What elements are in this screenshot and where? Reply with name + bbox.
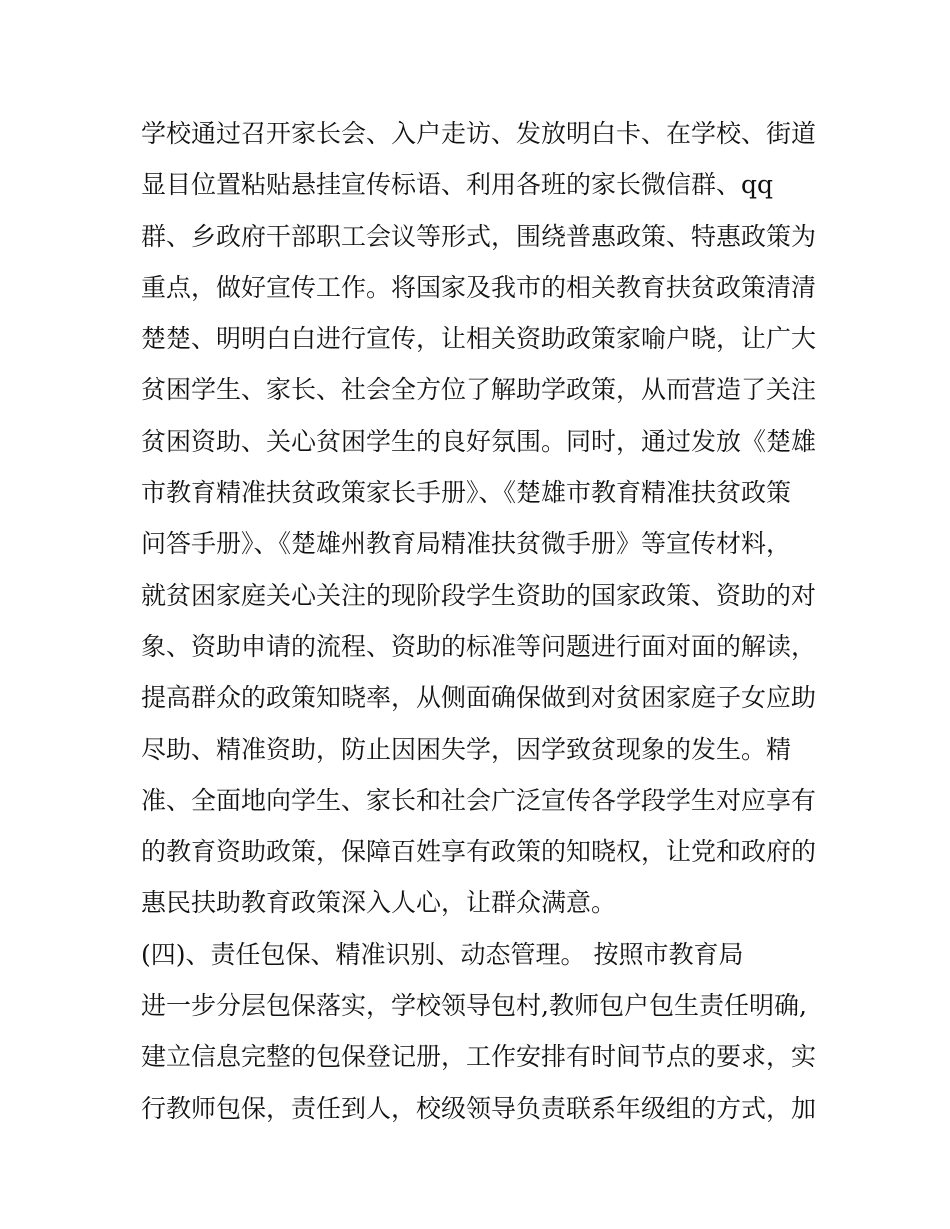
text-line: 市教育精准扶贫政策家长手册》、《楚雄市教育精准扶贫政策: [141, 478, 792, 508]
text-line: 进一步分层包保落实，学校领导包村,教师包户包生责任明确,: [141, 991, 807, 1021]
text-line: 学校通过召开家长会、入户走访、发放明白卡、在学校、街道: [141, 119, 817, 148]
text-line: 惠民扶助教育政策深入人心，让群众满意。: [141, 888, 617, 918]
text-line: 问答手册》、《楚雄州教育局精准扶贫微手册》等宣传材料，: [141, 529, 792, 559]
text-line: 贫困资助、关心贫困学生的良好氛围。同时，通过发放《楚雄: [141, 426, 817, 456]
text-line: 群、乡政府干部职工会议等形式，围绕普惠政策、特惠政策为: [141, 221, 817, 251]
text-line: 楚楚、明明白白进行宣传，让相关资助政策家喻户晓，让广大: [141, 324, 817, 354]
text-line: 的教育资助政策，保障百姓享有政策的知晓权，让党和政府的: [141, 837, 817, 867]
text-line: 行教师包保，责任到人，校级领导负责联系年级组的方式，加: [141, 1093, 817, 1123]
text-line: 就贫困家庭关心关注的现阶段学生资助的国家政策、资助的对: [141, 580, 817, 610]
text-line: 准、全面地向学生、家长和社会广泛宣传各学段学生对应享有: [141, 785, 817, 815]
text-line: 贫困学生、家长、社会全方位了解助学政策，从而营造了关注: [141, 375, 817, 405]
text-line: 重点，做好宣传工作。将国家及我市的相关教育扶贫政策清清: [141, 272, 817, 302]
text-line: 提高群众的政策知晓率，从侧面确保做到对贫困家庭子女应助: [141, 683, 817, 713]
section-heading-line: (四)、责任包保、精准识别、动态管理。 按照市教育局: [141, 939, 744, 969]
text-line: 显目位置粘贴悬挂宣传标语、利用各班的家长微信群、qq: [141, 170, 774, 200]
text-line: 象、资助申请的流程、资助的标准等问题进行面对面的解读，: [141, 631, 817, 661]
text-line: 建立信息完整的包保登记册，工作安排有时间节点的要求，实: [141, 1042, 817, 1072]
body-text: [141, 108, 821, 1134]
text-line: 尽助、精准资助，防止因困失学，因学致贫现象的发生。精: [141, 734, 792, 764]
